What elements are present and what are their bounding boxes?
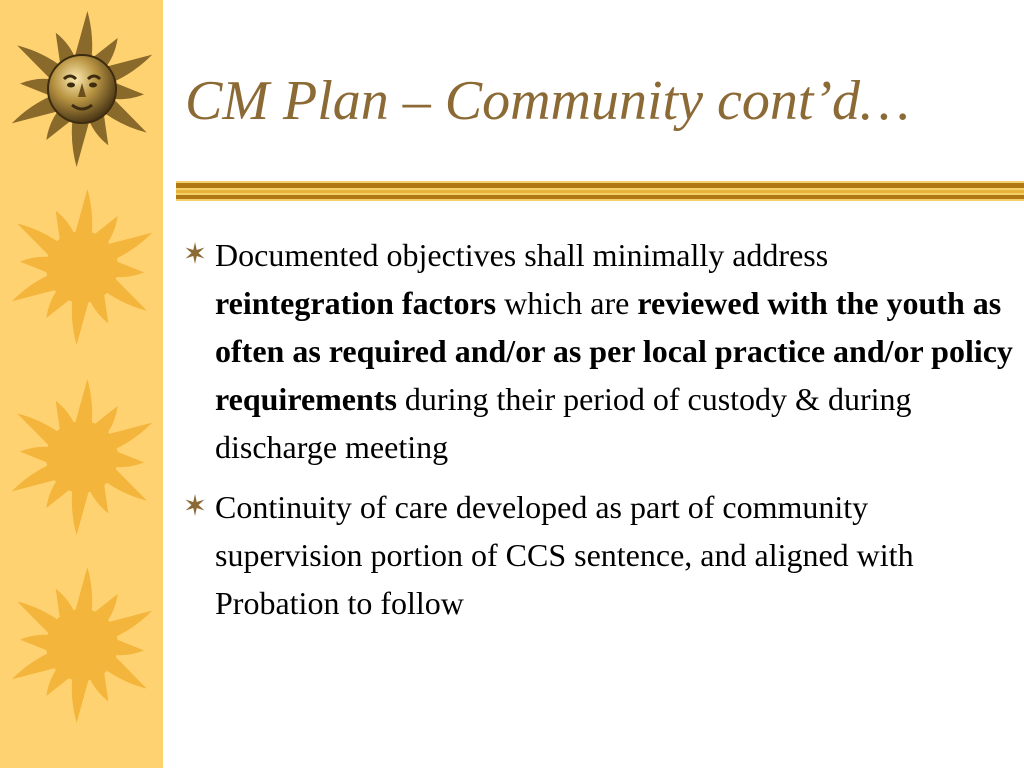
bullet-text-segment-bold: reviewed with the youth as often as required and/or as per local practice and/or policy requirements <box>215 285 1013 417</box>
sun-core <box>46 231 118 303</box>
bullet-text-segment-bold: reintegration factors <box>215 285 497 321</box>
bullet-list <box>183 231 1013 639</box>
bullet-text <box>215 237 1013 465</box>
bullet-text-segment: Continuity of care developed as part of community supervision portion of CCS sentence, and aligned with Probation to follow <box>215 489 914 621</box>
sun-icon <box>2 182 162 352</box>
star-shape <box>185 242 204 264</box>
decorative-sidebar <box>0 0 163 768</box>
sun-icon <box>2 372 162 542</box>
sun-core <box>46 421 118 493</box>
bullet-text-segment: Documented objectives shall minimally address <box>215 237 829 273</box>
sun-face-logo-icon <box>2 4 162 174</box>
bullet-text <box>215 489 914 621</box>
bullet-text-segment: which are <box>496 285 638 321</box>
title-divider <box>176 181 1024 201</box>
bullet-item <box>183 231 1013 471</box>
star-bullet-icon <box>183 493 207 517</box>
star-bullet-icon <box>183 241 207 265</box>
sun-core <box>46 609 118 681</box>
sun-icon <box>2 560 162 730</box>
bullet-text-segment: during their period of custody & during discharge meeting <box>215 381 912 465</box>
star-shape <box>185 494 204 516</box>
slide-title: CM Plan – Community cont’d… <box>185 70 910 132</box>
bullet-item <box>183 483 1013 627</box>
